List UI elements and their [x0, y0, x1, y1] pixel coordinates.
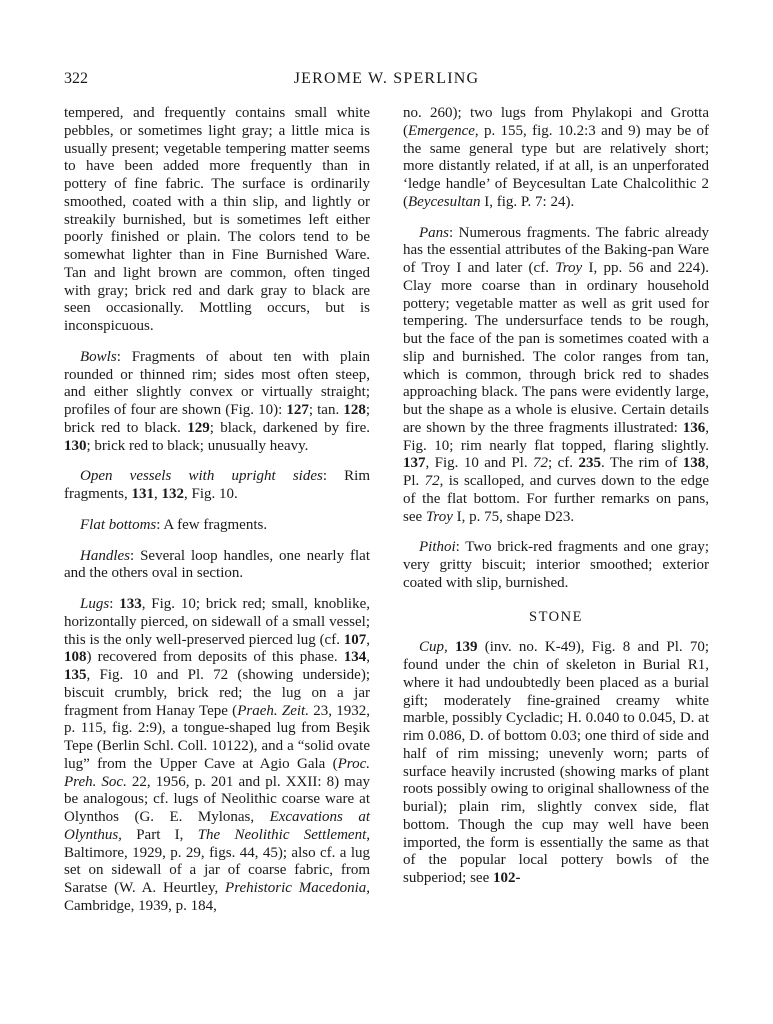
paragraph-bowls: Bowls: Fragments of about ten with plain rounded or thinned rim; sides most often steep, and either slightly convex or virtually straight; profiles of four are shown (Fig. 10): 127; tan. 128; brick red to black. 129; black, darkened by fire. 130; brick red to black; unusually heavy. — [64, 348, 370, 454]
right-column — [403, 105, 709, 888]
paragraph-lugs: Lugs: 133, Fig. 10; brick red; small, knoblike, horizontally pierced, on sidewall of a small vessel; this is the only well-preserved pierced lug (cf. 107, 108) recovered from deposits of this phase. 134, 135, Fig. 10 and Pl. 72 (showing underside); biscuit crumbly, brick red; the lug on a jar fragment from Hanay Tepe (Praeh. Zeit. 23, 1932, p. 115, fig. 2:9), a tongue-shaped lug from Beşik Tepe (Berlin Schl. Coll. 10122), and a “solid ovate lug” from the Upper Cave at Agio Gala (Proc. Preh. Soc. 22, 1956, p. 201 and pl. XXII: 8) may be analogous; cf. lugs of Neolithic coarse ware at Olynthos (G. E. Mylonas, Excavations at Olynthus, Part I, The Neolithic Settlement, Baltimore, 1929, p. 29, figs. 44, 45); also cf. a lug set on sidewall of a jar of coarse fabric, from Saratse (W. A. Heurtley, Prehistoric Macedonia, Cambridge, 1939, p. 184, — [64, 596, 371, 914]
page-number: 322 — [64, 70, 88, 87]
paragraph-cup: Cup, 139 (inv. no. K-49), Fig. 8 and Pl. 70; found under the chin of skeleton in Burial R1, where it had undoubtedly been placed as a burial gift; moderately fine-grained creamy white marble, possibly Cycladic; H. 0.040 to 0.045, D. at rim 0.086, D. of bottom 0.03; one third of side and half of rim missing; unevenly worn; parts of surface heavily incrusted (showing marks of plant roots possibly owing to original shallowness of the burial); plain rim, slightly convex side, flat bottom. Though the cup may well have been imported, the form is essentially the same as that of the popular local pottery bowls of the subperiod; see 102- — [403, 639, 710, 886]
paragraph-handles: Handles: Several loop handles, one nearly flat and the others oval in section. — [64, 547, 370, 582]
section-heading-stone: STONE — [529, 608, 583, 625]
paragraph-flat-bottoms: Flat bottoms: A few fragments. — [80, 516, 268, 533]
paragraph-pans: Pans: Numerous fragments. The fabric already has the essential attributes of the Baking-pan Ware of Troy I and later (cf. Troy I, pp. 56 and 224). Clay more coarse than in ordinary household pottery; vegetable matter as well as grit used for tempering. The undersurface tends to be rough, but the face of the pan is sometimes coated with a slip and burnished. The color ranges from tan, which is common, through brick red to shades approaching black. The pans were evidently large, but the shape as a whole is elusive. Certain details are shown by the three fragments illustrated: 136, Fig. 10; rim nearly flat topped, flaring slightly. 137, Fig. 10 and Pl. 72; cf. 235. The rim of 138, Pl. 72, is scalloped, and curves down to the edge of the flat bottom. For further remarks on pans, see Troy I, p. 75, shape D23. — [403, 224, 710, 525]
page-header — [64, 70, 709, 92]
paragraph-lugs-continued: no. 260); two lugs from Phylakopi and Grotta (Emergence, p. 155, fig. 10.2:3 and 9) may be of the same general type but are relatively short; more distantly related, if at all, is an unperforated ‘ledge handle’ of Beycesultan Late Chalcolithic 2 (Beycesultan I, fig. P. 7: 24). — [403, 105, 709, 210]
paragraph-pithoi: Pithoi: Two brick-red fragments and one gray; very gritty biscuit; interior smoothed; exterior coated with slip, burnished. — [403, 539, 709, 591]
running-head: JEROME W. SPERLING — [293, 70, 480, 87]
paragraph-fabric: tempered, and frequently contains small white pebbles, or sometimes light gray; a little mica is usually present; vegetable tempering matter seems to have been added more frequently than in pottery of fine fabric. The surface is ordinarily smoothed, coated with a thin slip, and lightly or streakily burnished, but is sometimes left either poorly finished or plain. The colors tend to be somewhat lighter than in Fine Burnished Ware. Tan and light brown are common, often tinged with gray; brick red and dark gray to black are seen occasionally. Mottling occurs, but is inconspicuous. — [64, 105, 370, 334]
left-column — [64, 105, 370, 916]
paragraph-open-vessels: Open vessels with upright sides: Rim fragments, 131, 132, Fig. 10. — [64, 468, 371, 502]
